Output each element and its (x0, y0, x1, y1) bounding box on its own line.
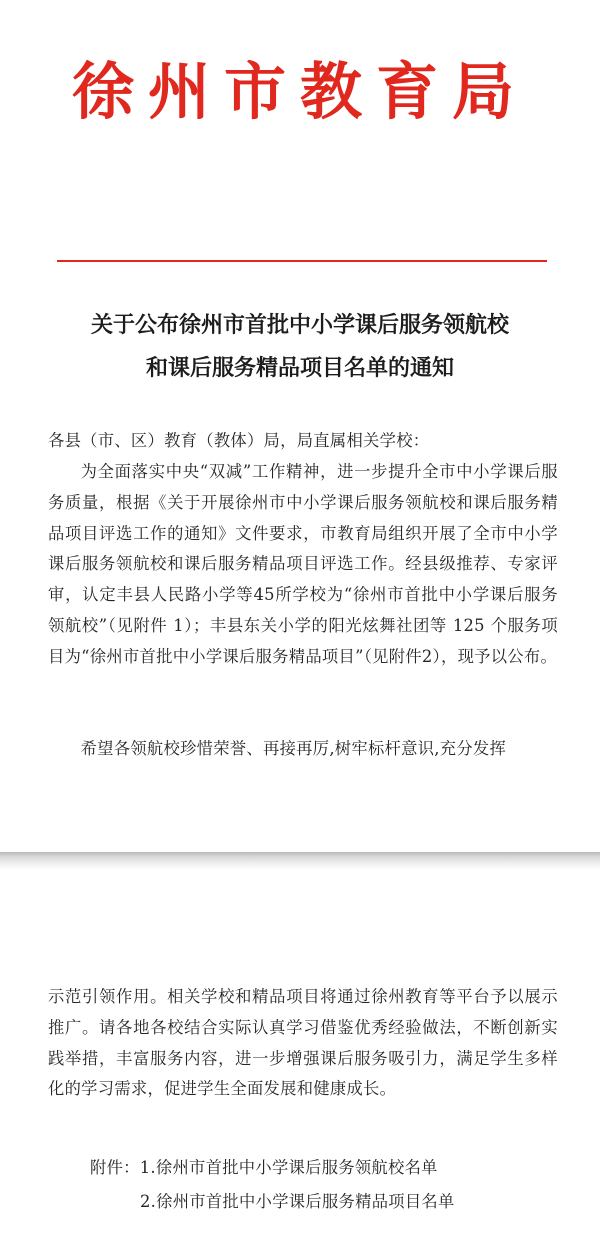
page-separator (0, 852, 600, 870)
letterhead-red-rule (57, 260, 547, 262)
attachment-item-1: 附件：1.徐州市首批中小学课后服务领航校名单 (90, 1158, 438, 1177)
body-paragraph-2-start: 希望各领航校珍惜荣誉、再接再厉,树牢标杆意识,充分发挥 (80, 739, 507, 758)
notice-title-line-1: 关于公布徐州市首批中小学课后服务领航校 (90, 312, 509, 338)
body-paragraph-1: 为全面落实中央“双减”工作精神，进一步提升全市中小学课后服务质量，根据《关于开展徐州市中小学课后服务领航校和课后服务精品项目评选工作的通知》文件要求，市教育局组织开展了全市中小学课后服务领航校和课后服务精品项目评选工作。经县级推荐、专家评审，认定丰县人民路小学等45所学校为“徐州市首批中小学课后服务领航校”（见附件 1）；丰县东关小学的阳光炫舞社团等 125 个服务项目为“徐州市首批中小学课后服务精品项目”（见附件2），现予以公布。 (48, 462, 558, 666)
body-paragraph-2-continued: 示范引领作用。相关学校和精品项目将通过徐州教育等平台予以展示推广。请各地各校结合实际认真学习借鉴优秀经验做法，不断创新实践举措，丰富服务内容，进一步增强课后服务吸引力，满足学生多样化的学习需求，促进学生全面发展和健康成长。 (48, 987, 558, 1099)
attachment-item-2: 2.徐州市首批中小学课后服务精品项目名单 (140, 1192, 455, 1211)
letterhead-title: 徐州市教育局 (71, 55, 528, 128)
notice-title-line-2: 和课后服务精品项目名单的通知 (145, 355, 454, 381)
salutation: 各县（市、区）教育（教体）局，局直属相关学校： (48, 431, 430, 450)
